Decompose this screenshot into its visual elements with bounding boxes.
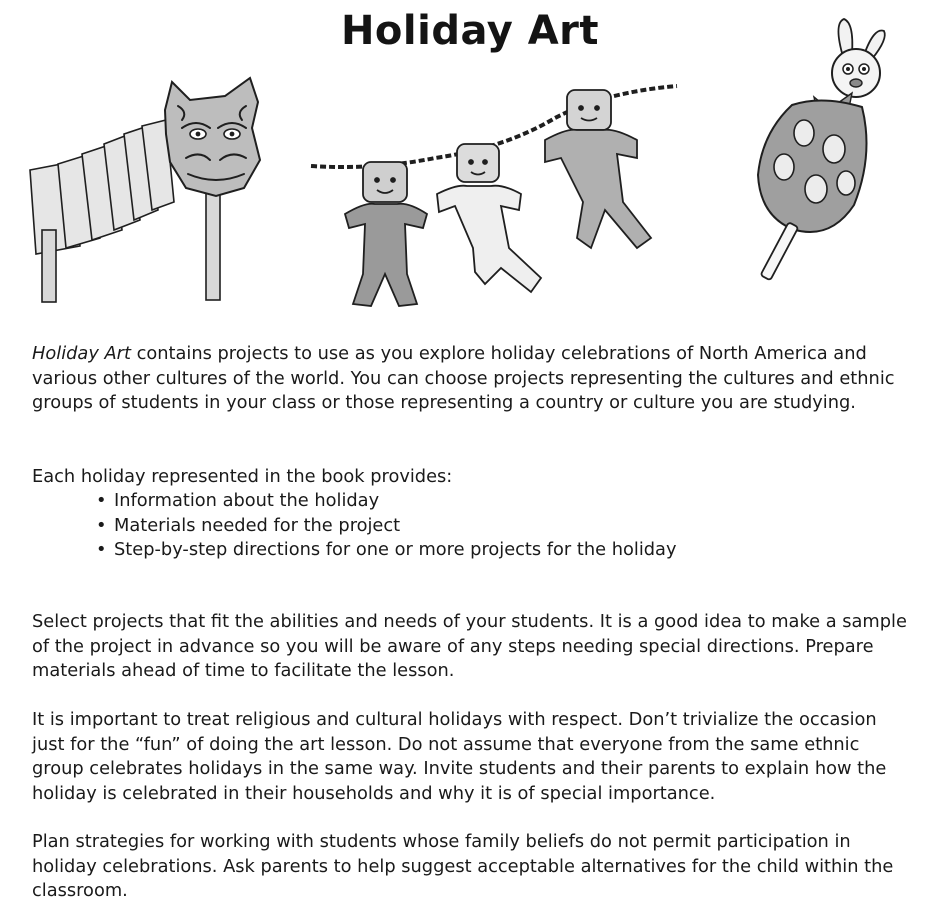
book-title: Holiday Art (32, 343, 131, 364)
intro-text: contains projects to use as you explore holiday celebrations of North America and various other cultures of the world. You can choose projects representing the cultures and ethnic groups of students in your class or those representing a country or culture you are studying. (32, 343, 895, 414)
list-item: • Materials needed for the project (96, 514, 676, 539)
list-item: • Step-by-step directions for one or more projects for the holiday (96, 538, 676, 563)
list-item: • Information about the holiday (96, 489, 676, 514)
paragraph-strategies: Plan strategies for working with students whose family beliefs do not permit participation in holiday celebrations. Ask parents to help suggest acceptable alternatives for the child within the classroom. (32, 831, 894, 902)
page-title: Holiday Art (340, 8, 600, 54)
bunny-egg-puppet-icon (722, 15, 907, 285)
provides-intro-text: Each holiday represented in the book provides: (32, 466, 453, 487)
intro-paragraph (32, 342, 912, 416)
paper-doll-garland-icon (305, 78, 690, 316)
provides-intro (32, 465, 912, 490)
paragraph-respect: It is important to treat religious and cultural holidays with respect. Don’t trivialize the occasion just for the “fun” of doing the art lesson. Do not assume that everyone from the same ethnic group celebrates holidays in the same way. Invite students and their parents to explain how the holiday is celebrated in their households and why it is of special importance. (32, 709, 887, 804)
provides-list (96, 489, 676, 563)
paragraph-select-projects: Select projects that fit the abilities and needs of your students. It is a good idea to make a sample of the project in advance so you will be aware of any steps needing special directions. Prepare materials ahead of time to facilitate the lesson. (32, 611, 907, 682)
dragon-puppet-icon (20, 70, 280, 310)
